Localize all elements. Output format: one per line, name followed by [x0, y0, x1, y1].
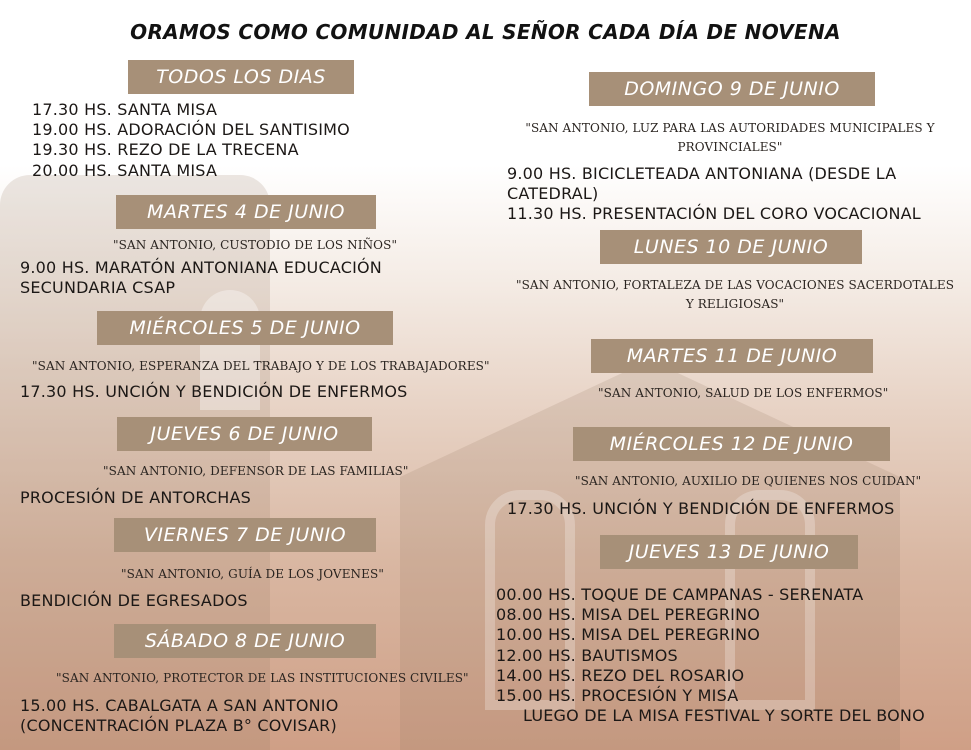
list-item: PROCESIÓN DE ANTORCHAS — [20, 488, 251, 507]
list-item: 14.00 HS. REZO DEL ROSARIO — [496, 665, 745, 685]
quote-domingo-9: "SAN ANTONIO, LUZ PARA LAS AUTORIDADES MUNICIPALES Y PROVINCIALES" — [525, 121, 935, 154]
quote-miercoles-12: "SAN ANTONIO, AUXILIO DE QUIENES NOS CUIDAN" — [575, 474, 922, 488]
header-todos-los-dias: TODOS LOS DIAS — [128, 60, 354, 94]
list-item: 10.00 HS. MISA DEL PEREGRINO — [496, 625, 761, 645]
list-item: 15.00 HS. CABALGATA A SAN ANTONIO — [20, 696, 339, 715]
list-item: LUEGO DE LA MISA FESTIVAL Y SORTE DEL BONO — [523, 706, 925, 726]
list-item: 00.00 HS. TOQUE DE CAMPANAS - SERENATA — [496, 585, 864, 604]
header-sabado-8: SÁBADO 8 DE JUNIO — [114, 624, 376, 658]
list-item: 20.00 HS. SANTA MISA — [32, 160, 218, 180]
header-domingo-9: DOMINGO 9 DE JUNIO — [589, 72, 875, 106]
list-item: 15.00 HS. PROCESIÓN Y MISA — [496, 686, 739, 706]
quote-lunes-10: "SAN ANTONIO, FORTALEZA DE LAS VOCACIONES SACERDOTALES Y RELIGIOSAS" — [515, 278, 955, 311]
quote-martes-4: "SAN ANTONIO, CUSTODIO DE LOS NIÑOS" — [113, 238, 398, 252]
page-title: ORAMOS COMO COMUNIDAD AL SEÑOR CADA DÍA DE NOVENA — [130, 20, 841, 44]
sabado-8-items — [20, 696, 339, 736]
header-viernes-7: VIERNES 7 DE JUNIO — [114, 518, 376, 552]
jueves-13-items — [496, 585, 925, 726]
list-item: 19.30 HS. REZO DE LA TRECENA — [32, 140, 299, 160]
list-item: 19.00 HS. ADORACIÓN DEL SANTISIMO — [32, 120, 350, 140]
todos-items — [32, 100, 350, 181]
list-item: 9.00 HS. MARATÓN ANTONIANA EDUCACIÓN — [20, 258, 382, 277]
header-martes-11: MARTES 11 DE JUNIO — [591, 339, 873, 373]
header-martes-4: MARTES 4 DE JUNIO — [116, 195, 376, 229]
header-jueves-6: JUEVES 6 DE JUNIO — [117, 417, 372, 451]
header-miercoles-5: MIÉRCOLES 5 DE JUNIO — [97, 311, 393, 345]
quote-martes-11: "SAN ANTONIO, SALUD DE LOS ENFERMOS" — [598, 386, 889, 400]
header-jueves-13: JUEVES 13 DE JUNIO — [600, 535, 858, 569]
quote-jueves-6: "SAN ANTONIO, DEFENSOR DE LAS FAMILIAS" — [103, 464, 409, 478]
list-item: 17.30 HS. SANTA MISA — [32, 100, 218, 119]
martes-4-items — [20, 258, 382, 298]
list-item: 17.30 HS. UNCIÓN Y BENDICIÓN DE ENFERMOS — [20, 382, 408, 401]
list-item: 9.00 HS. BICICLETEADA ANTONIANA (DESDE LA — [507, 164, 897, 183]
list-item: 17.30 HS. UNCIÓN Y BENDICIÓN DE ENFERMOS — [507, 499, 895, 518]
header-lunes-10: LUNES 10 DE JUNIO — [600, 230, 862, 264]
list-item: 08.00 HS. MISA DEL PEREGRINO — [496, 605, 761, 625]
quote-miercoles-5: "SAN ANTONIO, ESPERANZA DEL TRABAJO Y DE LOS TRABAJADORES" — [32, 359, 490, 373]
list-item: SECUNDARIA CSAP — [20, 278, 176, 298]
list-item: 12.00 HS. BAUTISMOS — [496, 645, 678, 665]
list-item: 11.30 HS. PRESENTACIÓN DEL CORO VOCACIONAL — [507, 204, 921, 224]
list-item: BENDICIÓN DE EGRESADOS — [20, 591, 248, 610]
domingo-9-items — [507, 164, 921, 225]
quote-sabado-8: "SAN ANTONIO, PROTECTOR DE LAS INSTITUCIONES CIVILES" — [56, 671, 469, 685]
header-miercoles-12: MIÉRCOLES 12 DE JUNIO — [573, 427, 890, 461]
quote-viernes-7: "SAN ANTONIO, GUÍA DE LOS JOVENES" — [121, 567, 384, 581]
list-item: (CONCENTRACIÓN PLAZA B° COVISAR) — [20, 716, 337, 736]
list-item: CATEDRAL) — [507, 184, 599, 204]
